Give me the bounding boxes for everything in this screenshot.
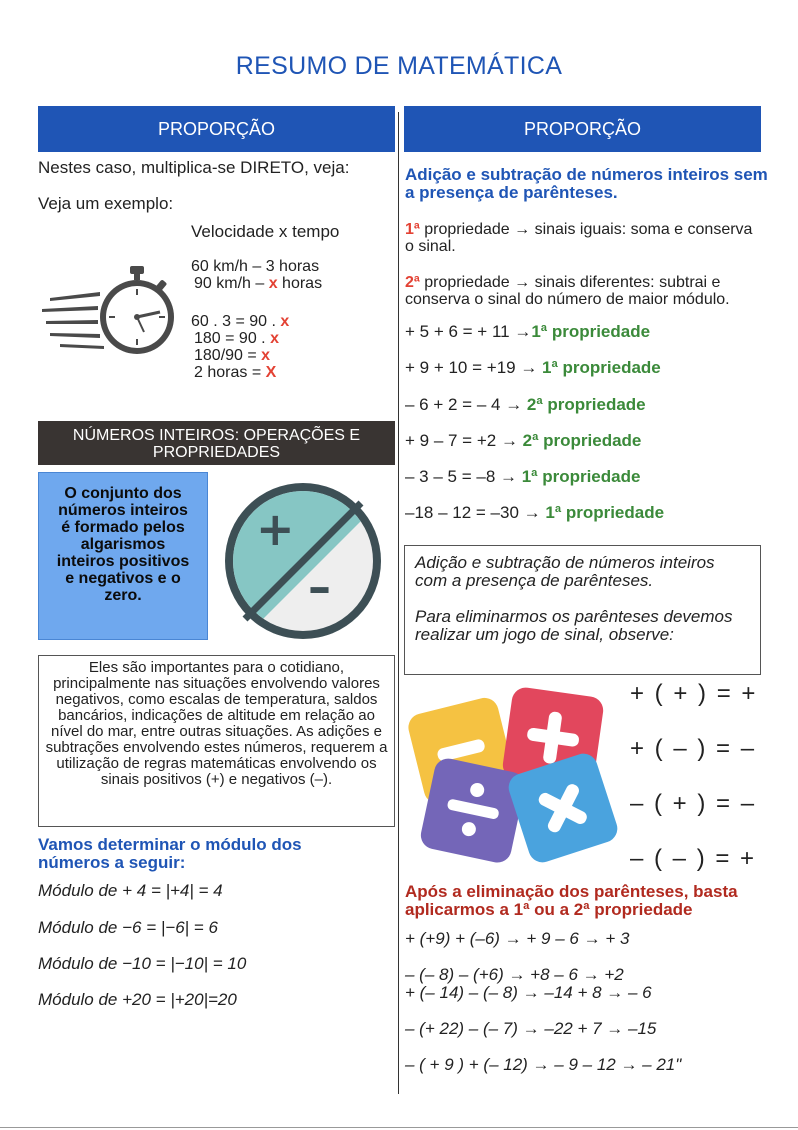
- parentheses-box-p1: Adição e subtração de números inteiros com a presença de parênteses.: [415, 553, 715, 590]
- example-3: [405, 395, 646, 415]
- example-2: [405, 358, 661, 378]
- example-3-prop: 2ª propriedade: [526, 395, 646, 414]
- property-2-number: 2ª: [405, 274, 420, 291]
- calc-line-3-x: x: [261, 347, 271, 364]
- example-5-prop: 1ª propriedade: [521, 467, 641, 486]
- example-4-expr: + 9 – 7 = +2 →: [405, 431, 523, 450]
- calc-line-2-x: x: [270, 330, 279, 347]
- example-1-prop: 1ª propriedade: [531, 322, 651, 341]
- parentheses-box-p2: Para eliminarmos os parênteses devemos realizar um jogo de sinal, observe:: [415, 607, 733, 644]
- parentheses-box: [404, 545, 761, 675]
- minus-glyph: –: [308, 560, 331, 614]
- calc-line-1: [191, 313, 391, 330]
- example-5-expr: – 3 – 5 = –8 →: [405, 467, 522, 486]
- example-5: [405, 467, 640, 487]
- header-proporcao-right: [404, 106, 761, 152]
- calc-1: + (+9) + (–6) → + 9 – 6 → + 3: [405, 929, 630, 948]
- example-6: [405, 503, 664, 523]
- property-1-text: propriedade → sinais iguais: soma e conserva o sinal.: [405, 221, 753, 255]
- sign-rule-3: – ( + ) = –: [630, 790, 757, 817]
- calc-line-2: [194, 330, 391, 347]
- example-2-prop: 1ª propriedade: [542, 358, 661, 377]
- bottom-rule: [0, 1127, 798, 1128]
- header-proporcao-right-label: PROPORÇÃO: [523, 119, 642, 139]
- header-proporcao-left: [38, 106, 395, 152]
- example-label: Veja um exemplo:: [38, 194, 174, 213]
- importance-box: Eles são importantes para o cotidiano, principalmente nas situações envolvendo valores negativos, como escalas de temperatura, saldos bancários, indicações de altitude em relação ao nível do mar, entre outras situações. As adições e subtrações envolvendo estes números, requerem a utilização de regras matemáticas envolvendo os sinais positivos (+) e negativos (–).: [38, 655, 395, 827]
- calc-2: – (– 8) – (+6) → +8 – 6 → +2: [405, 965, 624, 984]
- operators-illustration: [405, 680, 620, 865]
- header-inteiros: NÚMEROS INTEIROS: OPERAÇÕES E PROPRIEDADES: [38, 421, 395, 465]
- plus-minus-icon: [222, 480, 384, 642]
- sign-rule-1: + ( + ) = +: [630, 680, 758, 707]
- calc-line-2-text: 180 = 90 .: [194, 330, 271, 347]
- example-1: [405, 322, 650, 342]
- example-4-prop: 2ª propriedade: [522, 431, 642, 450]
- calc-4: – (+ 22) – (– 7) → –22 + 7 → –15: [405, 1019, 657, 1038]
- example-2-expr: + 9 + 10 = +19 →: [405, 358, 543, 377]
- property-1-number: 1ª: [405, 221, 420, 238]
- integers-definition-box: O conjunto dos números inteiros é formado pelos algarismos inteiros positivos e negativos e o zero.: [38, 472, 208, 640]
- example-6-expr: –18 – 12 = –30 →: [405, 503, 546, 522]
- no-parentheses-heading: Adição e subtração de números inteiros sem a presença de parênteses.: [405, 165, 768, 202]
- property-2-text: propriedade → sinais diferentes: subtrai e conserva o sinal do número de maior módulo.: [405, 274, 730, 308]
- calc-3: + (– 14) – (– 8) → –14 + 8 → – 6: [405, 983, 652, 1002]
- plus-glyph: +: [256, 502, 295, 556]
- calc-line-4-text: 2 horas =: [194, 364, 266, 381]
- example-3-expr: – 6 + 2 = – 4 →: [405, 395, 527, 414]
- modulo-line-3: Módulo de −10 = |−10| = 10: [38, 954, 247, 973]
- calc-5: – ( + 9 ) + (– 12) → – 9 – 12 → – 21": [405, 1055, 682, 1074]
- velocity-title: Velocidade x tempo: [191, 222, 340, 241]
- column-divider: [398, 112, 399, 1094]
- header-proporcao-left-label: PROPORÇÃO: [157, 119, 276, 139]
- modulo-line-2: Módulo de −6 = |−6| = 6: [38, 918, 218, 937]
- intro-text: Nestes caso, multiplica-se DIRETO, veja:: [38, 158, 350, 177]
- calc-line-1-text: 60 . 3 = 90 .: [191, 313, 281, 330]
- row-1: 60 km/h – 3 horas: [191, 258, 320, 275]
- modulo-heading: Vamos determinar o módulo dos números a seguir:: [38, 835, 302, 872]
- modulo-line-4: Módulo de +20 = |+20|=20: [38, 990, 237, 1009]
- page-title: RESUMO DE MATEMÁTICA: [235, 52, 563, 80]
- calc-line-4-x: X: [265, 364, 277, 381]
- after-parentheses-heading: Após a eliminação dos parênteses, basta aplicarmos a 1ª ou a 2ª propriedade: [405, 882, 738, 919]
- row-2: [194, 275, 391, 292]
- calc-line-1-x: x: [280, 313, 290, 330]
- sign-rule-2: + ( – ) = –: [630, 735, 757, 762]
- property-2: [405, 274, 770, 308]
- modulo-line-1: Módulo de + 4 = |+4| = 4: [38, 881, 223, 900]
- example-6-prop: 1ª propriedade: [545, 503, 665, 522]
- calculation-steps: [191, 313, 391, 381]
- row-2-x: x: [268, 275, 278, 292]
- row-2-left: 90 km/h –: [194, 275, 269, 292]
- row-2-right: horas: [277, 275, 323, 292]
- property-1: [405, 221, 765, 255]
- stopwatch-icon: [40, 262, 180, 358]
- calc-line-3-text: 180/90 =: [194, 347, 262, 364]
- example-4: [405, 431, 641, 451]
- example-1-expr: + 5 + 6 = + 11 →: [405, 322, 532, 341]
- calc-line-4: [194, 364, 391, 381]
- example-rows: [191, 258, 391, 292]
- sign-rule-4: – ( – ) = +: [630, 845, 757, 872]
- calc-line-3: [194, 347, 391, 364]
